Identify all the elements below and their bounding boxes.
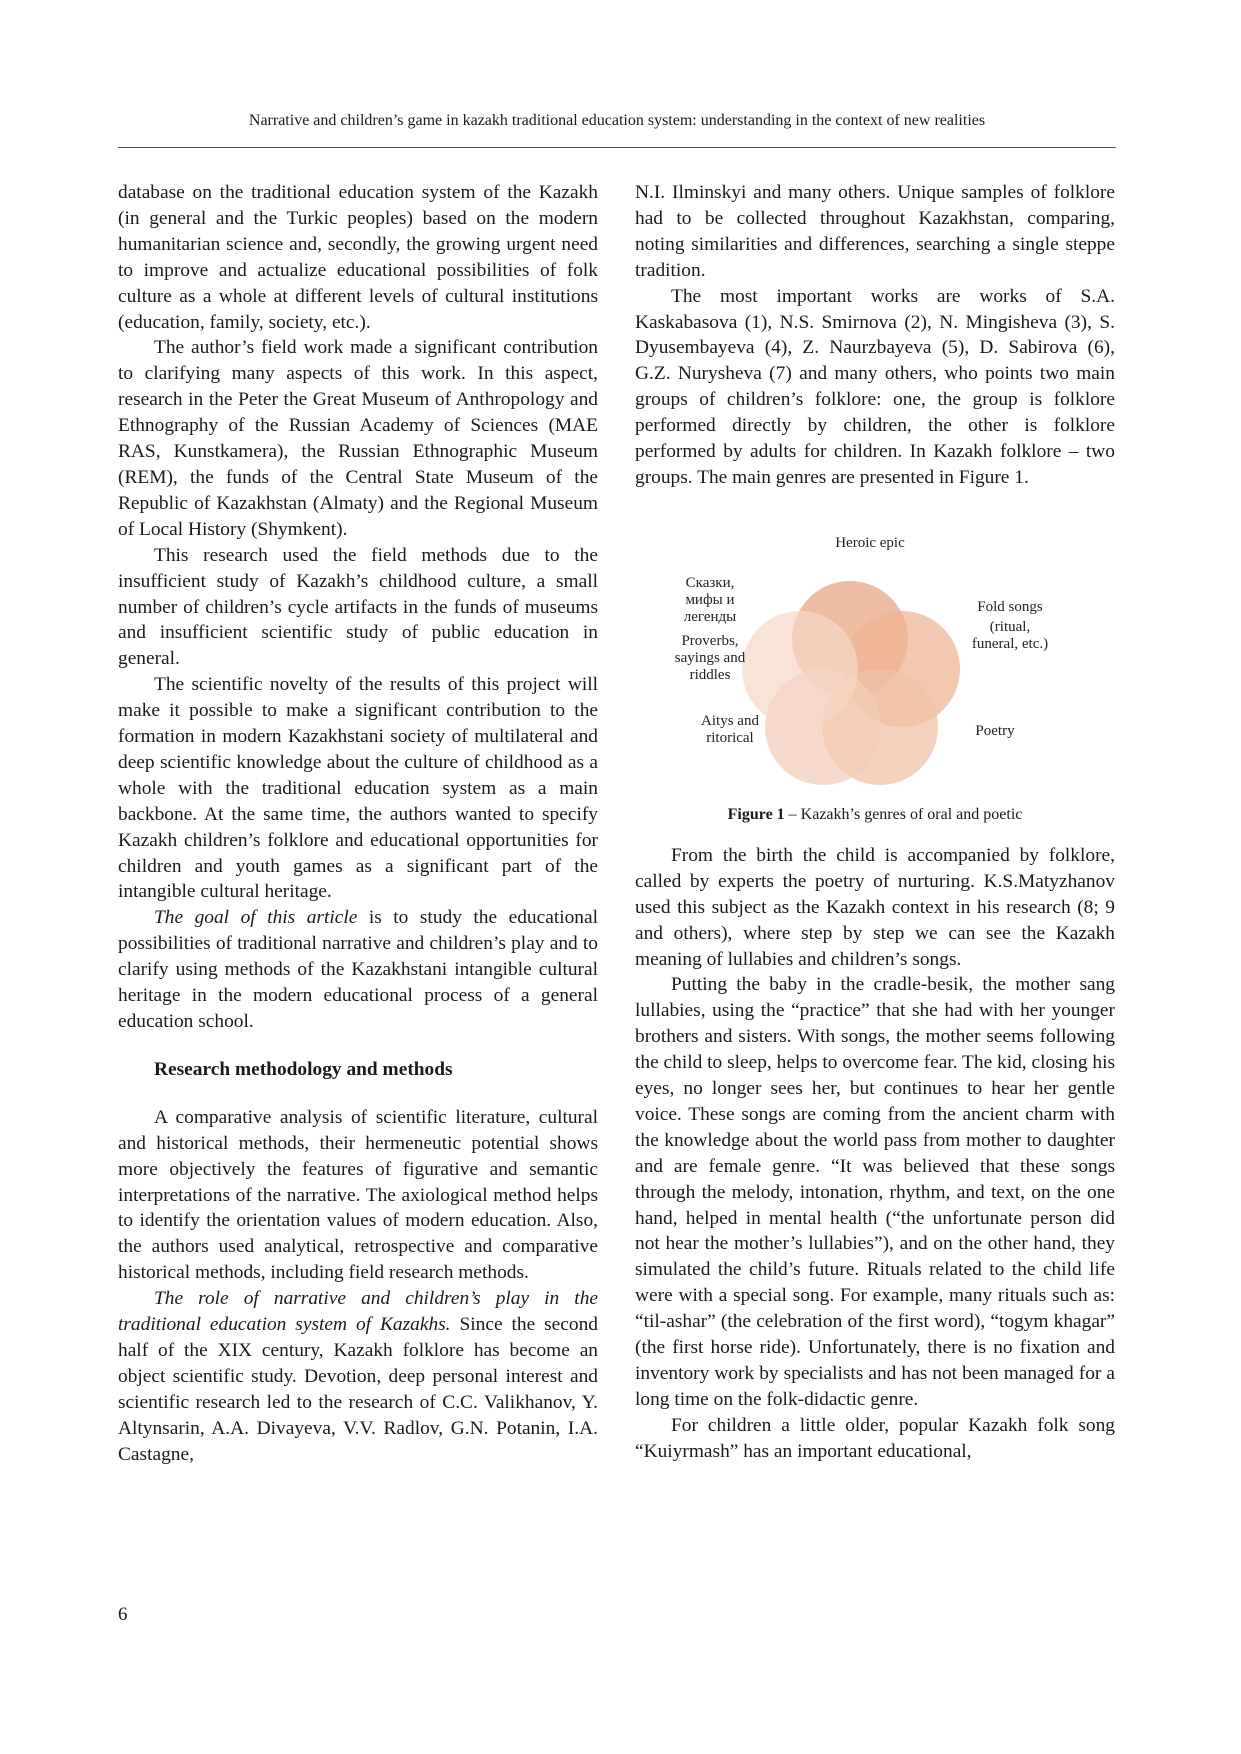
label-fold-songs-note: (ritual, funeral, etc.) — [971, 618, 1049, 652]
label-skazki: Сказки, мифы и легенды — [683, 574, 737, 625]
paragraph: The most important works are works of S.A. Kaskabasova (1), N.S. Smirnova (2), N. Mingisheva (3), S. Dyusembayeva (4), Z. Naurzbayeva (5), D. Sabirova (6), G.Z. Nurysheva (7) and many others, who points two main groups of children’s folklore: one, the group is folklore performed directly by children, the other is folklore performed by adults for children. In Kazakh folklore – two groups. The main genres are presented in Figure 1. — [635, 285, 1115, 488]
paragraph-text: Since the second half of the XIX century, Kazakh folklore has become an object scientific study. Devotion, deep personal interest and scientific research led to the research of C.C. Valikhanov, Y. Altynsarin, A.A. Divayeva, V.V. Radlov, G.N. Potanin, I.A. Castagne, — [118, 1314, 598, 1465]
left-column — [118, 180, 598, 1468]
italic-lead: The goal of this article — [154, 907, 358, 929]
label-heroic-epic: Heroic epic — [835, 534, 905, 551]
paragraph: A comparative analysis of scientific literature, cultural and historical methods, their hermeneutic potential shows more objectively the features of figurative and semantic interpretations of the narrative. The axiological method helps to identify the orientation values of modern education. Also, the authors used analytical, retrospective and comparative historical methods, including field research methods. — [118, 1106, 598, 1284]
page-number: 6 — [118, 1604, 128, 1625]
running-head: Narrative and children’s game in kazakh traditional education system: understanding in the context of new realities — [248, 112, 986, 129]
paragraph: The scientific novelty of the results of this project will make it possible to make a significant contribution to the formation in modern Kazakhstani society of multilateral and deep scientific knowledge about the culture of childhood as a whole with the traditional education system as a main backbone. At the same time, the authors wanted to specify Kazakh children’s folklore and educational opportunities for children and youth games as a significant part of the intangible cultural heritage. — [118, 674, 598, 903]
italic-lead: The role of narrative and children’s play in the traditional education system of Kazakhs. — [118, 1288, 598, 1336]
figure-number: Figure 1 — [727, 805, 785, 823]
label-aitys: Aitys and ritorical — [701, 712, 759, 746]
label-proverbs: Proverbs, sayings and riddles — [674, 632, 746, 683]
figure-caption-text: – Kazakh’s genres of oral and poetic — [784, 805, 1023, 823]
header-rule — [118, 147, 1116, 148]
paragraph — [118, 1286, 598, 1467]
paragraph: From the birth the child is accompanied by folklore, called by experts the poetry of nurturing. K.S.Matyzhanov used this subject as the Kazakh context in his research (8; 9 and others), where step by step we can see the Kazakh meaning of lullabies and children’s songs. — [635, 844, 1115, 970]
paragraph: This research used the field methods due to the insufficient study of Kazakh’s childhood culture, a small number of children’s cycle artifacts in the funds of museums and insufficient scientific study of public education in general. — [118, 544, 598, 670]
label-poetry: Poetry — [975, 722, 1015, 739]
paragraph: The author’s field work made a significant contribution to clarifying many aspects of this work. In this aspect, research in the Peter the Great Museum of Anthropology and Ethnography of the Russian Academy of Sciences (MAE RAS, Kunstkamera), the Russian Ethnographic Museum (REM), the funds of the Central State Museum of the Republic of Kazakhstan (Almaty) and the Regional Museum of Local History (Shymkent). — [118, 337, 598, 540]
paragraph: N.I. Ilminskyi and many others. Unique samples of folklore had to be collected throughout Kazakhstan, comparing, noting similarities and differences, searching a single steppe tradition. — [635, 182, 1115, 281]
paragraph — [118, 905, 598, 1035]
paragraph: For children a little older, popular Kazakh folk song “Kuiyrmash” has an important educational, — [635, 1414, 1115, 1462]
paragraph-text: is to study the educational possibilities of traditional narrative and children’s play and to clarify using methods of the Kazakhstani intangible cultural heritage in the modern educational process of a general education school. — [118, 907, 598, 1032]
label-fold-songs: Fold songs — [977, 598, 1043, 615]
figure-caption — [635, 805, 1115, 825]
right-column — [635, 180, 1115, 1465]
paragraph: database on the traditional education system of the Kazakh (in general and the Turkic peoples) based on the modern humanitarian science and, secondly, the growing urgent need to improve and actualize educational possibilities of folk culture as a whole at different levels of cultural institutions (education, family, society, etc.). — [118, 182, 598, 333]
section-heading: Research methodology and methods — [154, 1058, 453, 1080]
figure-1 — [635, 534, 1115, 801]
paragraph: Putting the baby in the cradle-besik, the mother sang lullabies, using the “practice” that she had with her younger brothers and sisters. With songs, the mother seems following the child to sleep, helps to overcome fear. The kid, closing his eyes, no longer sees her, but continues to hear her gentle voice. These songs are coming from the ancient charm with the knowledge about the world pass from mother to daughter and are female genre. “It was believed that these songs through the melody, intonation, rhythm, and text, on the one hand, helped in mental health (“the unfortunate person did not hear the mother’s lullabies”), and on the other hand, they simulated the child’s future. Rituals related to the child life were with a special song. For example, many rituals such as: “til-ashar” (the celebration of the first word), “togym khagar” (the first horse ride). Unfortunately, there is no fixation and inventory work by specialists and has not been managed for a long time on the folk-didactic genre. — [635, 974, 1115, 1410]
